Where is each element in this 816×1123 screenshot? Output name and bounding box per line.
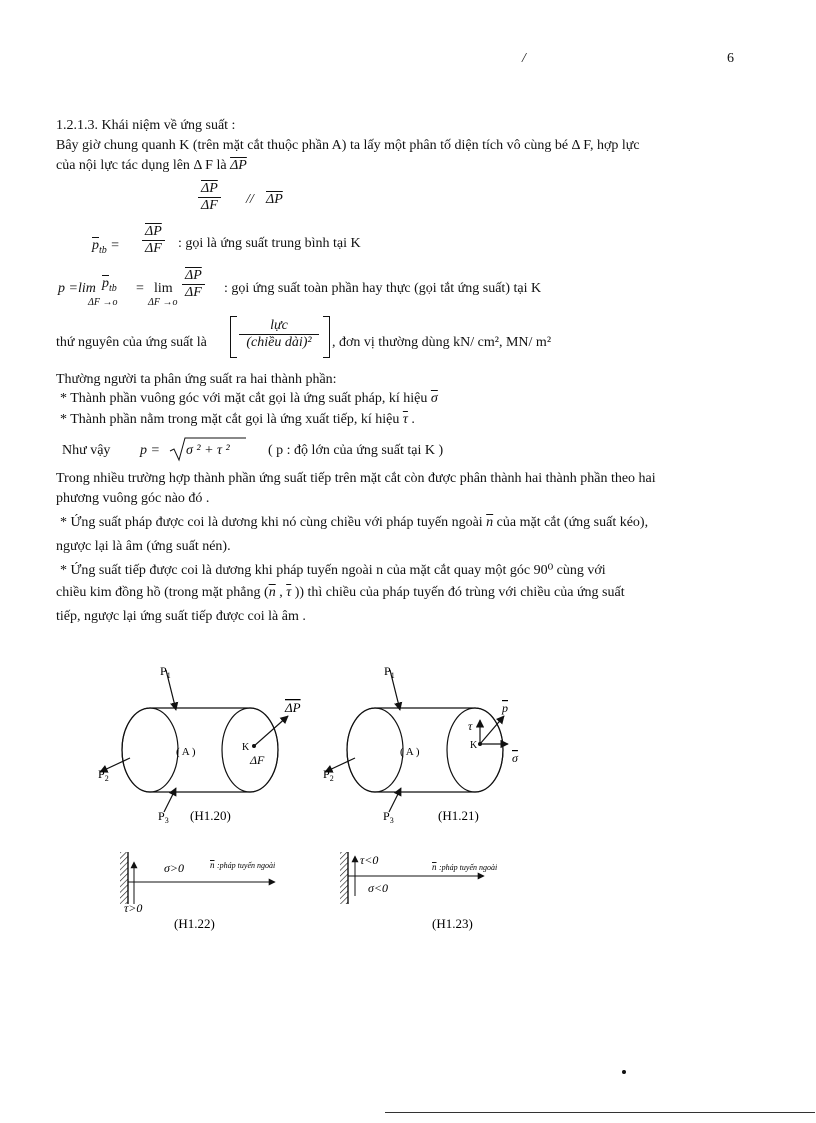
fraction-ptb (142, 224, 165, 257)
bracket-bl (231, 357, 237, 358)
lim-subscript-1: ΔF →o (88, 297, 118, 308)
caption-h1-21: (H1.21) (438, 808, 479, 823)
figure-h1-21 (323, 664, 519, 825)
page-number: 6 (727, 51, 734, 66)
tau-label-21: τ (468, 719, 473, 733)
ptb-sub: tb (99, 244, 107, 256)
p-label-21: p (502, 701, 508, 715)
dimension-units: , đơn vị thường dùng kN/ cm², MN/ m² (332, 335, 552, 350)
n-desc-22: :pháp tuyến ngoài (217, 861, 276, 870)
sign-shear-tail: )) thì chiều của pháp tuyến đó trùng với chiều của ứng suất (294, 585, 625, 600)
para1-line2-text: của nội lực tác dụng lên Δ F là (56, 158, 227, 173)
footer-rule (385, 1112, 815, 1113)
dimension-den: (chiều dài)² (246, 335, 312, 350)
P1-label-20 (160, 664, 171, 680)
dP-label-20: ΔP (285, 700, 301, 715)
figure-h1-20 (98, 664, 301, 825)
wall-hatch-23 (340, 852, 348, 904)
bracket-tr (323, 316, 329, 317)
fraction-dP-dF (198, 181, 221, 214)
sign-shear-line3: tiếp, ngược lại ứng suất tiếp được coi là âm . (56, 609, 306, 624)
footer-dot (622, 1070, 626, 1074)
tau-vec: $\overline{\tau}$ (402, 412, 408, 427)
para1-line1: Bây giờ chung quanh K (trên mặt cắt thuộc phần A) ta lấy một phân tố diện tích vô cùng bé Δ F, hợp lực (56, 138, 640, 153)
part-a-20: ( A ) (176, 746, 196, 758)
ptb-description: : gọi là ứng suất trung bình tại K (178, 236, 361, 251)
caption-h1-22: (H1.22) (174, 916, 215, 931)
sign-normal-line1 (60, 513, 648, 532)
bracket-br (323, 357, 329, 358)
cylinder-body-20 (122, 708, 278, 792)
wall-hatch-22 (120, 852, 128, 904)
sigma-vec: $\overline{\sigma}$ (430, 391, 438, 406)
frac-den: ΔF (201, 198, 218, 213)
P3-sub-21: 3 (389, 816, 394, 825)
P2-sub-21: 2 (329, 774, 334, 783)
n-label-23: n (432, 862, 437, 872)
ptb-eq: = (110, 238, 120, 253)
figure-h1-22 (120, 852, 275, 931)
lim-word: lim (154, 281, 173, 296)
lim-subscript-2: ΔF →o (148, 297, 178, 308)
bullet-shear (60, 410, 415, 429)
n-vec-1: $\overline{n}$ (486, 515, 494, 530)
ptb-num: $\overline{\Delta P}$ (142, 224, 165, 241)
parallel-sign: // (246, 192, 254, 207)
dF-label-20: ΔF (250, 753, 265, 767)
dimension-bracket (230, 316, 330, 358)
sigma-label-21: σ (512, 751, 518, 765)
nhu-vay: Như vậy (62, 443, 111, 458)
sign-normal-text: * Ứng suất pháp được coi là dương khi nó cùng chiều với pháp tuyến ngoài (60, 515, 483, 530)
tau-pos-label: τ>0 (124, 901, 143, 915)
tick-mark: / (522, 51, 526, 66)
para1-line2 (56, 156, 247, 175)
caption-h1-23: (H1.23) (432, 916, 473, 931)
P1-main-21: P (384, 664, 391, 678)
caption-h1-20: (H1.20) (190, 808, 231, 823)
dimension-num: lực (239, 318, 319, 335)
ptb-den: ΔF (145, 241, 162, 256)
cylinder-section-20 (222, 708, 278, 792)
ptb-in-lim-p: $\overline{p}$ (102, 276, 109, 291)
sqrt-body: σ ² + τ ² (186, 443, 230, 458)
p-equals: p = (140, 443, 160, 458)
para2-line2: phương vuông góc nào đó . (56, 491, 210, 506)
sign-normal-tail: của mặt cắt (ứng suất kéo), (496, 515, 649, 530)
tau-vec-2: $\overline{\tau}$ (286, 585, 292, 600)
p-description: : gọi ứng suất toàn phần hay thực (gọi tắt ứng suất) tại K (224, 281, 542, 296)
cylinder-left-end-21 (347, 708, 403, 792)
sigma-neg-label: σ<0 (368, 881, 389, 895)
eq-2: = (136, 281, 144, 296)
sigma-pos-label: σ>0 (164, 861, 185, 875)
part-a-21: ( A ) (400, 746, 420, 758)
dP-vector-2: $\overline{\Delta P}$ (266, 192, 283, 207)
bullet-shear-text: * Thành phần nằm trong mặt cắt gọi là ứng xuất tiếp, kí hiệu (60, 412, 400, 427)
P1-sub-21: 1 (390, 671, 395, 680)
P2-sub-20: 2 (104, 774, 109, 783)
P3-main-21: P (383, 809, 390, 823)
figure-h1-23 (340, 852, 497, 931)
dimension-fraction (239, 318, 319, 351)
dP-arrow-20 (254, 716, 288, 746)
P2-label-21 (323, 767, 334, 783)
frac-num: $\overline{\Delta P}$ (198, 181, 221, 198)
n-vec-2: $\overline{n}$ (268, 585, 276, 600)
dP-vector: $\overline{\Delta P}$ (230, 158, 247, 173)
sign-shear-text: chiều kim đồng hồ (trong mặt phẳng ( (56, 585, 269, 600)
bracket-tl (231, 316, 237, 317)
P3-label-20 (158, 809, 169, 825)
sign-shear-line1: * Ứng suất tiếp được coi là dương khi pháp tuyến ngoài n của mặt cắt quay một góc 90⁰ cùng với (60, 563, 606, 578)
figures (0, 650, 816, 950)
sign-normal-line2: ngược lại là âm (ứng suất nén). (56, 539, 231, 554)
ptb-in-lim-sub: tb (109, 282, 117, 294)
sign-shear-comma: , (279, 585, 283, 600)
lim-num: $\overline{\Delta P}$ (182, 268, 205, 285)
fraction-lim (182, 268, 205, 301)
P2-main-21: P (323, 767, 330, 781)
k-label-21: K (470, 740, 478, 751)
P1-sub-20: 1 (166, 671, 171, 680)
p-magnitude-note: ( p : độ lớn của ứng suất tại K ) (268, 443, 444, 458)
P3-sub-20: 3 (164, 816, 169, 825)
n-desc-23: :pháp tuyến ngoài (439, 863, 498, 872)
P3-label-21 (383, 809, 394, 825)
ptb-symbol (92, 236, 120, 260)
p-lim: p =lim (58, 281, 96, 296)
para2-line1: Trong nhiều trường hợp thành phần ứng suất tiếp trên mặt cắt còn được phân thành hai thành phần theo hai (56, 471, 656, 486)
bullet-shear-period: . (411, 412, 415, 427)
P3-main-20: P (158, 809, 165, 823)
split-intro: Thường người ta phân ứng suất ra hai thành phần: (56, 372, 337, 387)
k-label-20: K (242, 742, 250, 753)
P2-label-20 (98, 767, 109, 783)
section-heading: 1.2.1.3. Khái niệm về ứng suất : (56, 118, 236, 133)
P1-label-21 (384, 664, 395, 680)
tau-neg-label: τ<0 (360, 853, 379, 867)
bullet-normal-text: * Thành phần vuông góc với mặt cắt gọi là ứng suất pháp, kí hiệu (60, 391, 428, 406)
P1-main-20: P (160, 664, 167, 678)
P2-main-20: P (98, 767, 105, 781)
ptb-p: $\overline{p}$ (92, 238, 99, 253)
bullet-normal (60, 389, 438, 408)
dimension-prefix: thứ nguyên của ứng suất là (56, 335, 207, 350)
cylinder-left-end-20 (122, 708, 178, 792)
n-label-22: n (210, 860, 215, 870)
lim-den: ΔF (185, 285, 202, 300)
ptb-in-lim (102, 276, 117, 294)
sign-shear-line2 (56, 583, 625, 602)
p-arrow-21 (480, 716, 504, 744)
